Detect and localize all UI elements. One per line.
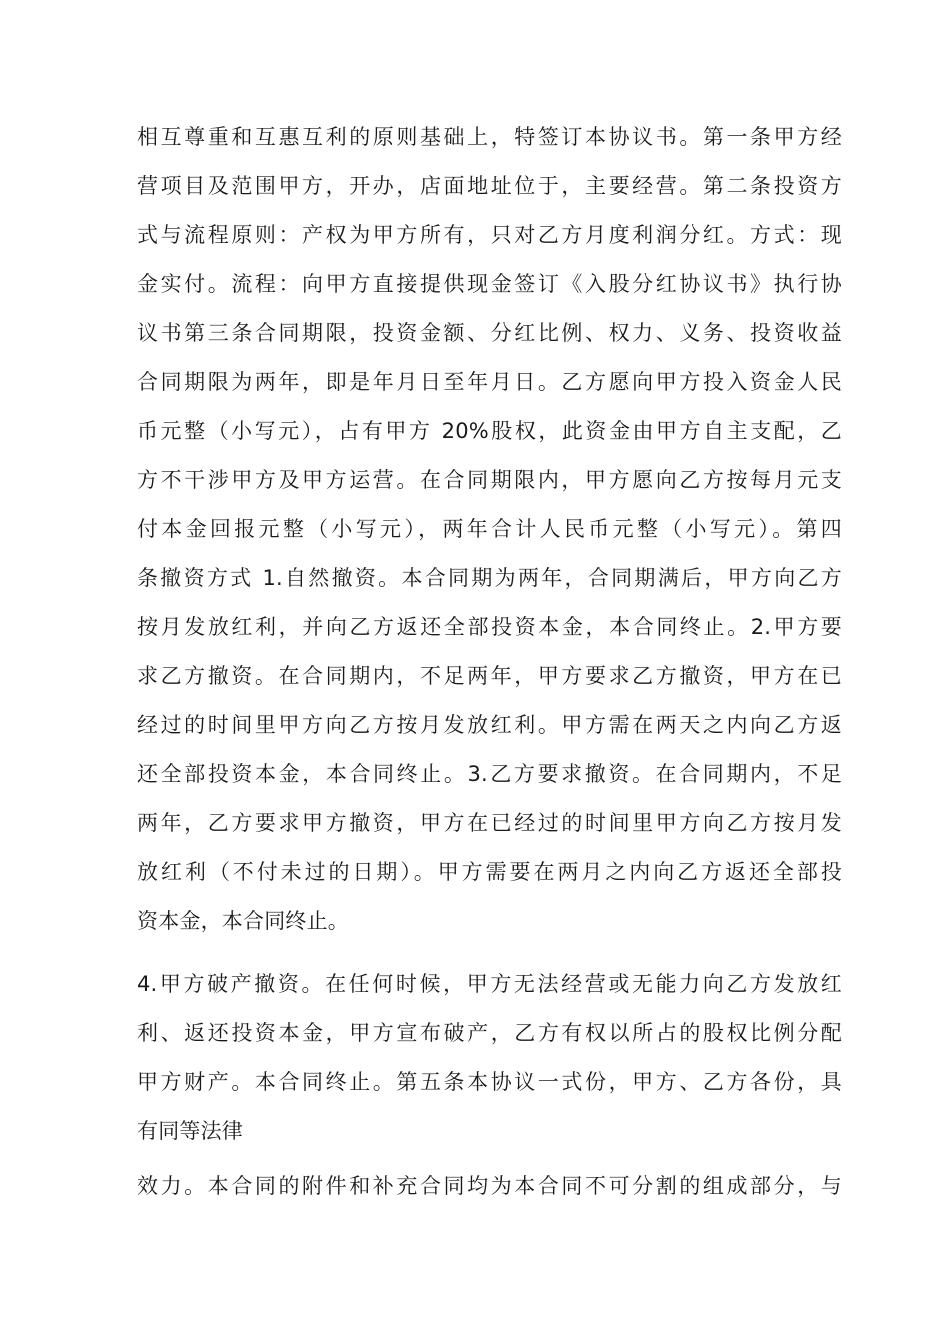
text-line: 求乙方撤资。在合同期内，不足两年，甲方要求乙方撤资，甲方在已 <box>137 664 842 688</box>
text-line: 资本金，本合同终止。 <box>137 909 349 933</box>
text-line: 经过的时间里甲方向乙方按月发放红利。甲方需在两天之内向乙方返 <box>137 713 842 737</box>
text-line: 合同期限为两年，即是年月日至年月日。乙方愿向甲方投入资金人民 <box>137 370 842 394</box>
text-line: 式与流程原则：产权为甲方所有，只对乙方月度利润分红。方式：现 <box>137 223 842 247</box>
text-line: 相互尊重和互惠互利的原则基础上，特签订本协议书。第一条甲方经 <box>137 125 842 149</box>
text-line: 还全部投资本金，本合同终止。3.乙方要求撤资。在合同期内，不足 <box>137 762 842 786</box>
text-line: 效力。本合同的附件和补充合同均为本合同不可分割的组成部分，与 <box>137 1174 842 1198</box>
text-line: 营项目及范围甲方，开办，店面地址位于，主要经营。第二条投资方 <box>137 174 842 198</box>
text-line: 甲方财产。本合同终止。第五条本协议一式份，甲方、乙方各份，具 <box>137 1070 842 1094</box>
paragraph-3 <box>137 1162 842 1211</box>
text-line: 有同等法律 <box>137 1119 243 1143</box>
text-line: 条撤资方式 1.自然撤资。本合同期为两年，合同期满后，甲方向乙方 <box>137 566 842 590</box>
text-line: 利、返还投资本金，甲方宣布破产，乙方有权以所占的股权比例分配 <box>137 1021 842 1045</box>
paragraph-1 <box>137 113 842 946</box>
text-line: 付本金回报元整（小写元），两年合计人民币元整（小写元）。第四 <box>137 517 842 541</box>
text-line: 4.甲方破产撤资。在任何时候，甲方无法经营或无能力向乙方发放红 <box>137 972 842 996</box>
text-line: 方不干涉甲方及甲方运营。在合同期限内，甲方愿向乙方按每月元支 <box>137 468 842 492</box>
text-line: 按月发放红利，并向乙方返还全部投资本金，本合同终止。2.甲方要 <box>137 615 842 639</box>
paragraph-2 <box>137 960 842 1156</box>
text-line: 金实付。流程：向甲方直接提供现金签订《入股分红协议书》执行协 <box>137 272 842 296</box>
text-line: 两年，乙方要求甲方撤资，甲方在已经过的时间里甲方向乙方按月发 <box>137 811 842 835</box>
text-line: 放红利（不付未过的日期）。甲方需要在两月之内向乙方返还全部投 <box>137 860 842 884</box>
text-line: 议书第三条合同期限，投资金额、分红比例、权力、义务、投资收益 <box>137 321 842 345</box>
text-line: 币元整（小写元），占有甲方 20%股权，此资金由甲方自主支配，乙 <box>137 419 842 443</box>
